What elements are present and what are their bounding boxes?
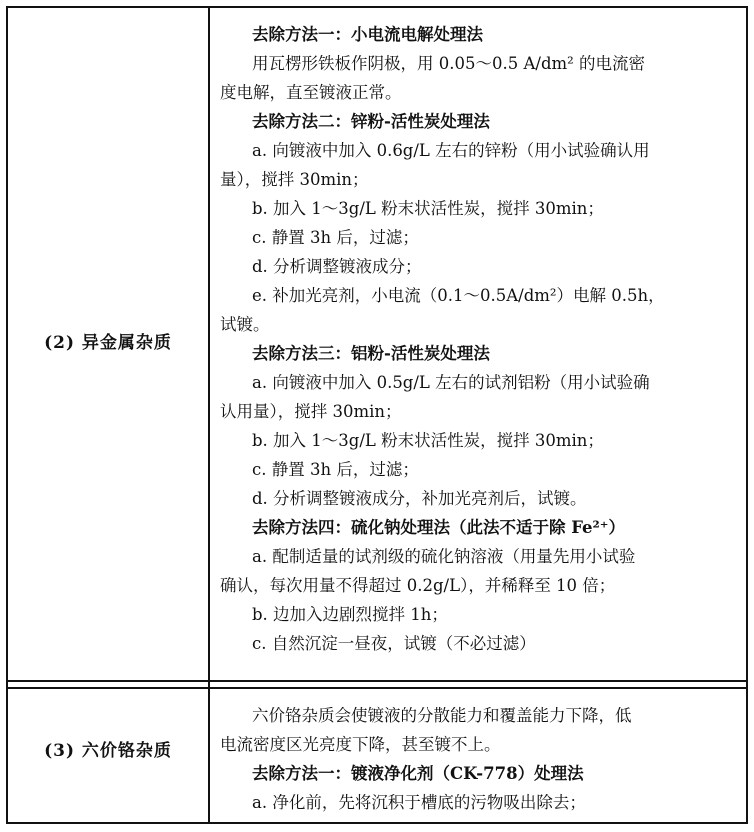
text-line: 六价铬杂质会使镀液的分散能力和覆盖能力下降，低 xyxy=(252,706,632,725)
text-line: a. 配制适量的试剂级的硫化钠溶液（用量先用小试验 xyxy=(252,547,636,566)
text-line: a. 向镀液中加入 0.5g/L 左右的试剂铝粉（用小试验确 xyxy=(252,373,650,392)
text-line: c. 自然沉淀一昼夜，试镀（不必过滤） xyxy=(252,634,536,653)
row-label-chromium-impurities: (3) 六价铬杂质 xyxy=(44,741,172,761)
text-line: b. 加入 1～3g/L 粉末状活性炭，搅拌 30min； xyxy=(252,431,604,450)
text-line: c. 静置 3h 后，过滤； xyxy=(252,460,419,479)
text-line: b. 加入 1～3g/L 粉末状活性炭，搅拌 30min； xyxy=(252,199,604,218)
method-heading: 去除方法三：铝粉-活性炭处理法 xyxy=(252,344,490,363)
method-heading: 去除方法一：小电流电解处理法 xyxy=(252,25,483,44)
text-line: a. 向镀液中加入 0.6g/L 左右的锌粉（用小试验确认用 xyxy=(252,141,650,160)
text-line: e. 补加光亮剂，小电流（0.1～0.5A/dm²）电解 0.5h， xyxy=(252,286,665,305)
column-divider xyxy=(208,8,210,822)
text-line: 度电解，直至镀液正常。 xyxy=(220,83,402,102)
row-divider-top xyxy=(8,680,746,682)
row-label-metal-impurities: (2) 异金属杂质 xyxy=(44,333,172,353)
text-line: 电流密度区光亮度下降，甚至镀不上。 xyxy=(220,735,501,754)
text-line: d. 分析调整镀液成分； xyxy=(252,257,422,276)
text-line: 用瓦楞形铁板作阴极，用 0.05～0.5 A/dm² 的电流密 xyxy=(252,54,646,73)
method-heading: 去除方法四：硫化钠处理法（此法不适于除 Fe²⁺） xyxy=(252,518,625,537)
text-line: b. 边加入边剧烈搅拌 1h； xyxy=(252,605,448,624)
text-line: 试镀。 xyxy=(220,315,270,334)
row-content-metal-impurities xyxy=(220,20,740,658)
method-heading: 去除方法二：锌粉-活性炭处理法 xyxy=(252,112,490,131)
text-line: c. 静置 3h 后，过滤； xyxy=(252,228,419,247)
text-line: 确认，每次用量不得超过 0.2g/L），并稀释至 10 倍； xyxy=(220,576,616,595)
text-line: 量），搅拌 30min； xyxy=(220,170,369,189)
row-divider-bottom xyxy=(8,687,746,689)
method-heading: 去除方法一：镀液净化剂（CK-778）处理法 xyxy=(252,764,584,783)
text-line: d. 分析调整镀液成分，补加光亮剂后，试镀。 xyxy=(252,489,587,508)
text-line: 认用量），搅拌 30min； xyxy=(220,402,402,421)
text-line: a. 净化前，先将沉积于槽底的污物吸出除去； xyxy=(252,793,586,812)
row-content-chromium-impurities xyxy=(220,701,740,817)
procedure-table xyxy=(6,6,748,824)
